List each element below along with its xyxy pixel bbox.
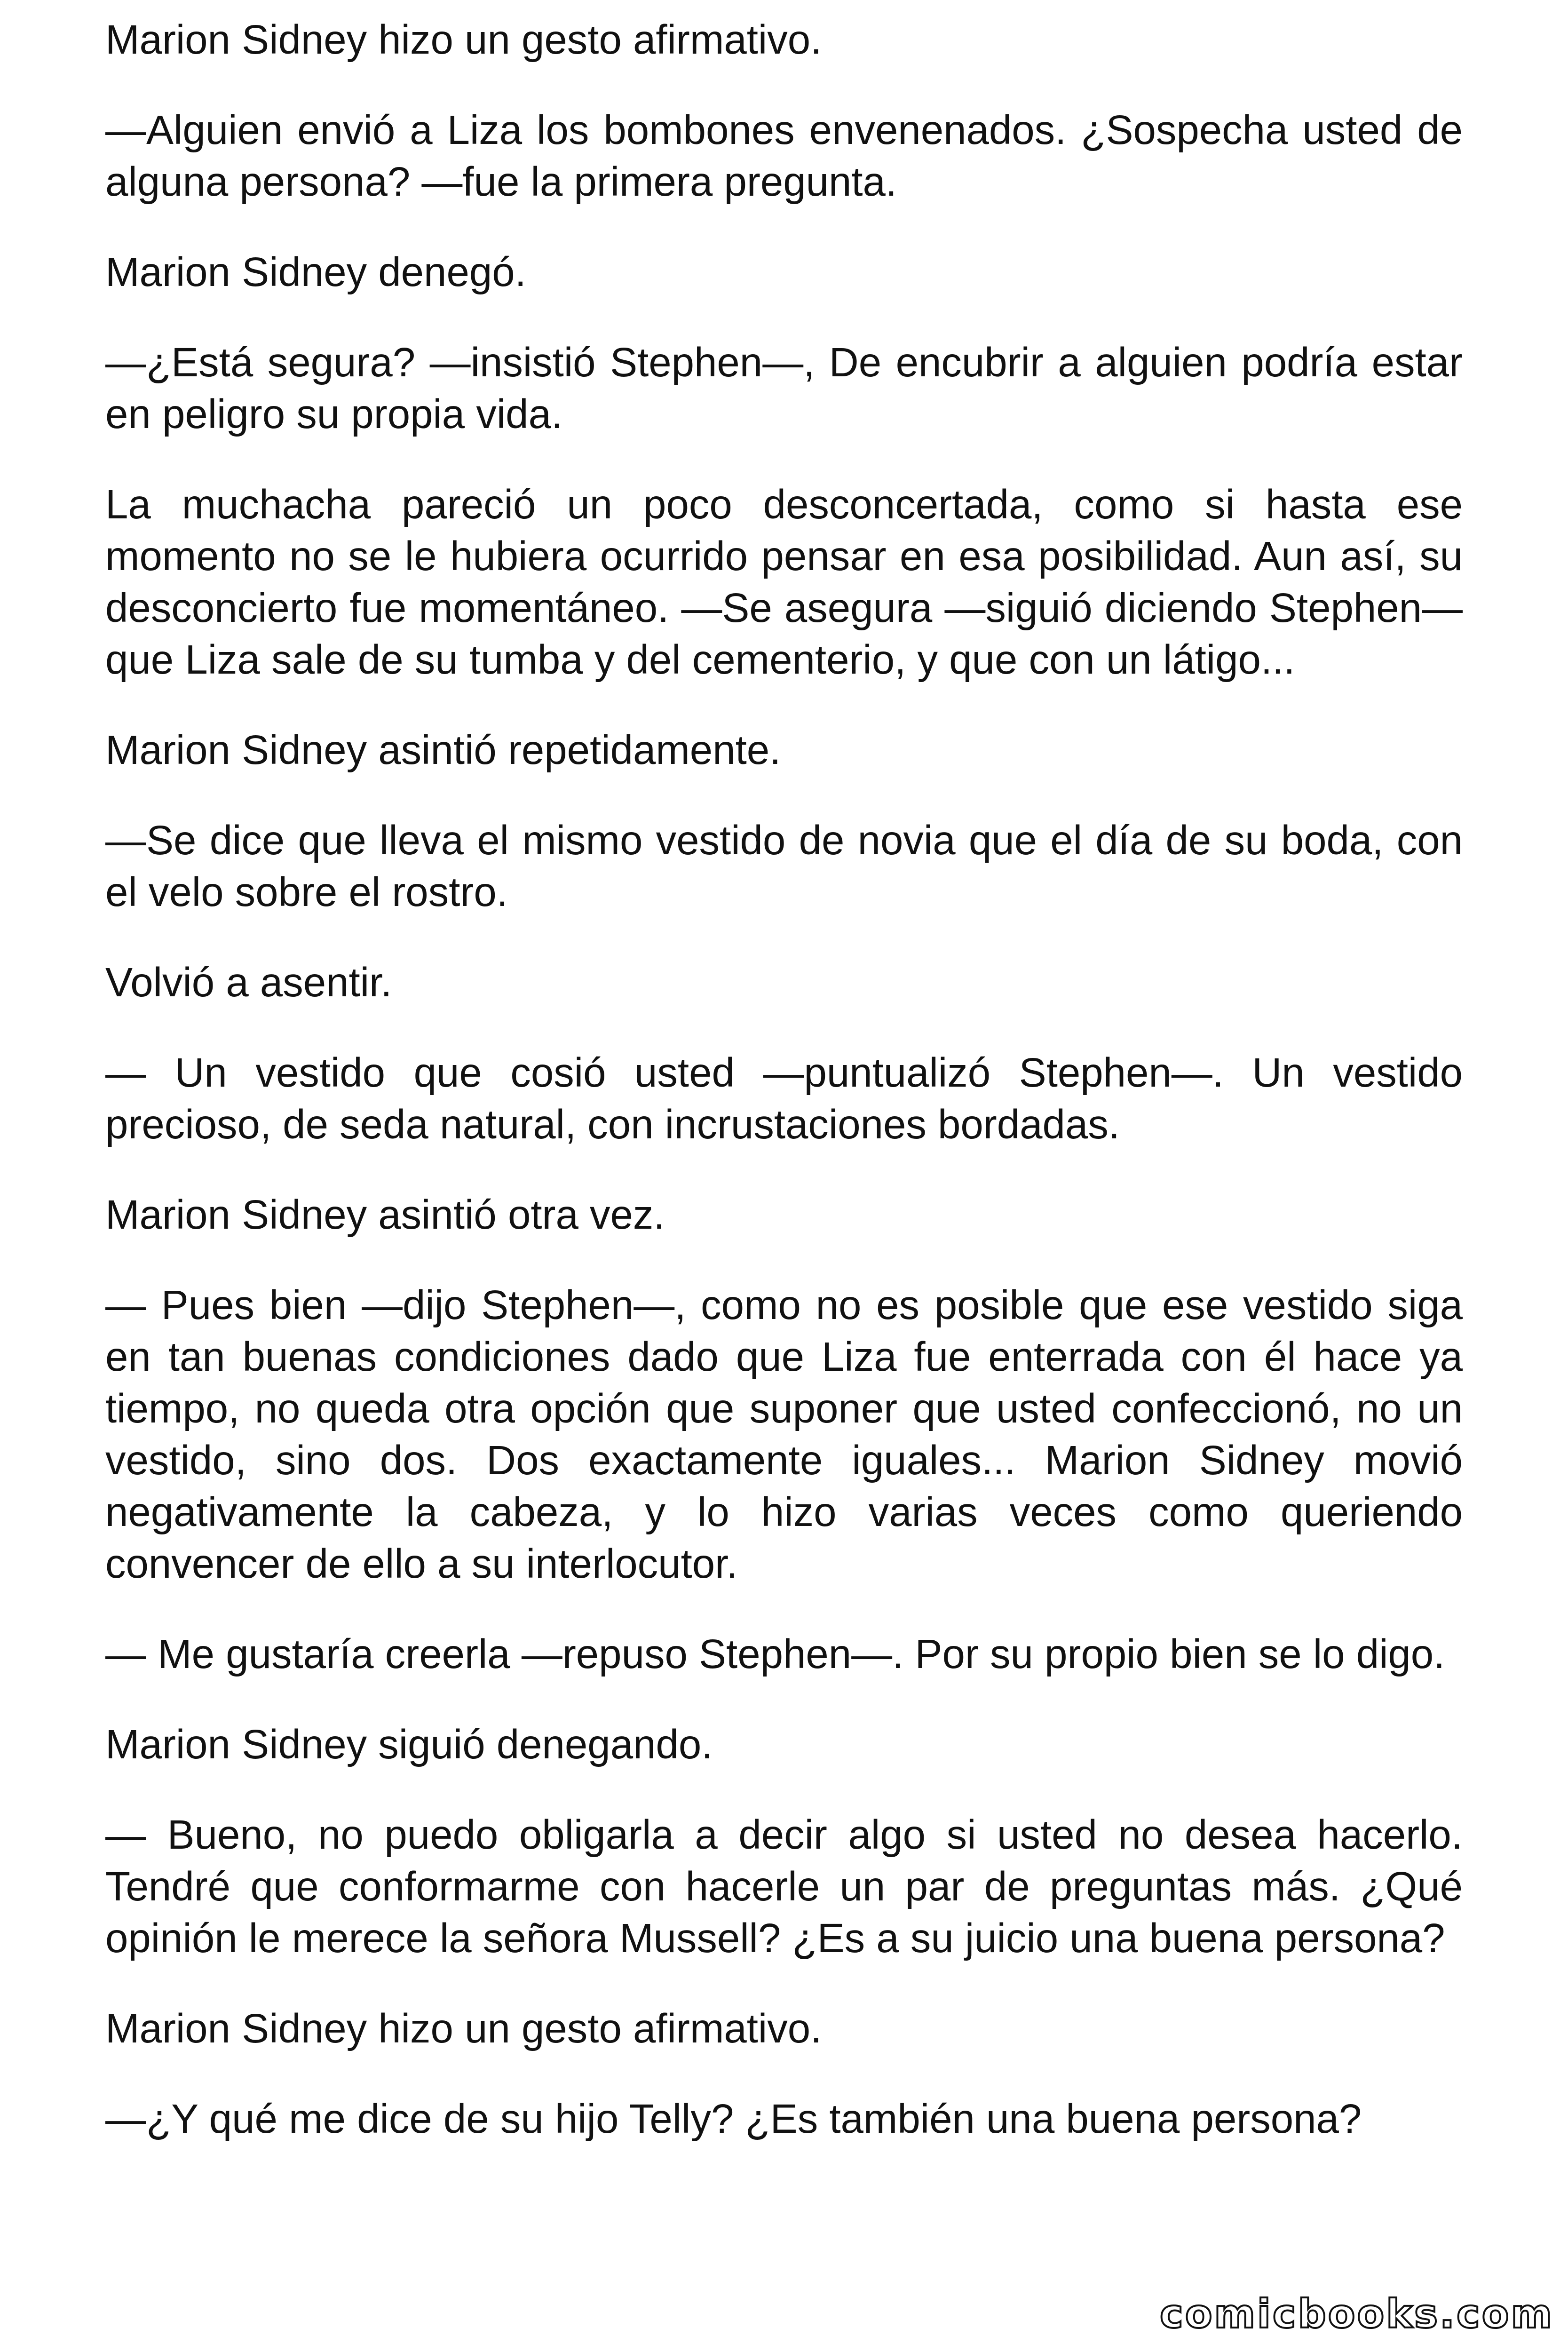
watermark-logo: comicbooks.com <box>1160 2291 1554 2337</box>
paragraph: —¿Y qué me dice de su hijo Telly? ¿Es también una buena persona? <box>105 2096 1362 2142</box>
paragraph: —Se dice que lleva el mismo vestido de novia que el día de su boda, con el velo sobre el rostro. <box>105 818 1463 915</box>
paragraph: — Bueno, no puedo obligarla a decir algo si usted no desea hacerlo. Tendré que conformarme con hacerle un par de preguntas más. ¿Qué opinión le merece la señora Mussell? ¿Es a su juicio una buena persona? <box>105 1812 1463 1961</box>
body-text <box>105 14 1463 2184</box>
paragraph: — Un vestido que cosió usted —puntualizó Stephen—. Un vestido precioso, de seda natural, con incrustaciones bordadas. <box>105 1050 1463 1147</box>
paragraph: Marion Sidney denegó. <box>105 249 526 295</box>
paragraph: —Alguien envió a Liza los bombones envenenados. ¿Sospecha usted de alguna persona? —fue la primera pregunta. <box>105 107 1463 205</box>
paragraph: Marion Sidney siguió denegando. <box>105 1722 713 1767</box>
paragraph: — Me gustaría creerla —repuso Stephen—. Por su propio bien se lo digo. <box>105 1631 1445 1677</box>
paragraph: — Pues bien —dijo Stephen—, como no es posible que ese vestido siga en tan buenas condiciones dado que Liza fue enterrada con él hace ya tiempo, no queda otra opción que suponer que usted confeccionó, no un vestido, sino dos. Dos exactamente iguales... Marion Sidney movió negativamente la cabeza, y lo hizo varias veces como queriendo convencer de ello a su interlocutor. <box>105 1282 1463 1587</box>
paragraph: Marion Sidney hizo un gesto afirmativo. <box>105 2006 822 2051</box>
paragraph: La muchacha pareció un poco desconcertada, como si hasta ese momento no se le hubiera ocurrido pensar en esa posibilidad. Aun así, su desconcierto fue momentáneo. —Se asegura —siguió diciendo Stephen— que Liza sale de su tumba y del cementerio, y que con un látigo... <box>105 482 1463 683</box>
paragraph: Marion Sidney asintió repetidamente. <box>105 727 781 773</box>
paragraph: Volvió a asentir. <box>105 960 392 1005</box>
paragraph: Marion Sidney asintió otra vez. <box>105 1192 665 1238</box>
paragraph: Marion Sidney hizo un gesto afirmativo. <box>105 17 822 63</box>
paragraph: —¿Está segura? —insistió Stephen—, De encubrir a alguien podría estar en peligro su propia vida. <box>105 340 1463 437</box>
